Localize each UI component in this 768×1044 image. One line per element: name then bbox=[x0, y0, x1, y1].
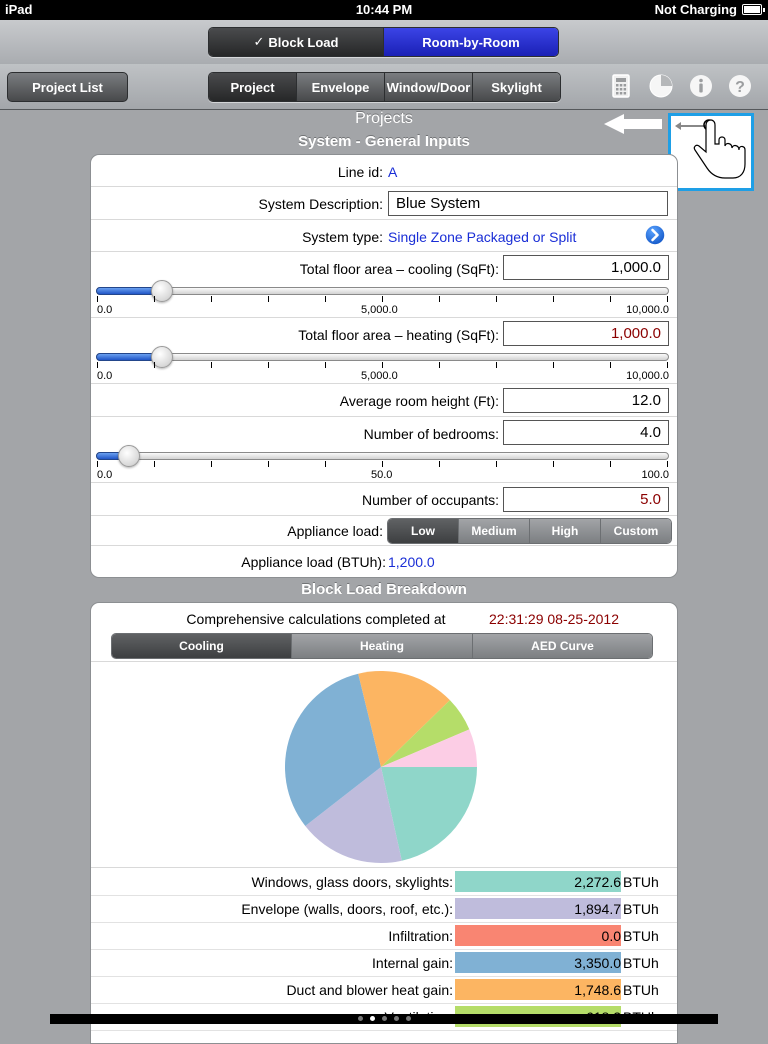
bedrooms-label: Number of bedrooms: bbox=[363, 426, 499, 442]
slider-tick bbox=[667, 296, 668, 302]
appliance-load-segmented bbox=[387, 518, 672, 544]
calc-label: Comprehensive calculations completed at bbox=[186, 611, 446, 627]
slider-max-label: 10,000.0 bbox=[626, 370, 669, 382]
legend-row bbox=[91, 896, 677, 923]
slider-tick bbox=[154, 461, 155, 467]
system-type-label: System type: bbox=[302, 229, 383, 245]
slider-tick bbox=[382, 461, 383, 467]
swipe-gesture-hint bbox=[668, 113, 754, 191]
status-bar bbox=[0, 0, 768, 20]
slider-tick bbox=[97, 362, 98, 368]
page-dot bbox=[394, 1016, 399, 1021]
floor-cooling-label: Total floor area – cooling (SqFt): bbox=[299, 261, 499, 277]
page-dot bbox=[382, 1016, 387, 1021]
system-type-row[interactable] bbox=[91, 220, 677, 252]
tab-cooling[interactable]: Cooling bbox=[112, 634, 292, 658]
bedrooms-slider[interactable] bbox=[96, 447, 671, 483]
slider-min-label: 0.0 bbox=[97, 469, 113, 481]
slider-tick bbox=[268, 362, 269, 368]
appliance-high-button[interactable]: High bbox=[530, 519, 601, 543]
project-list-button[interactable]: Project List bbox=[7, 72, 128, 102]
slider-tick bbox=[382, 296, 383, 302]
slider-min-label: 0.0 bbox=[97, 304, 113, 316]
legend-value: 3,350.0 bbox=[574, 955, 621, 971]
clock: 10:44 PM bbox=[355, 2, 413, 17]
slider-tick bbox=[667, 461, 668, 467]
tab-envelope[interactable]: Envelope bbox=[297, 73, 385, 101]
slider-tick bbox=[97, 461, 98, 467]
legend-row bbox=[91, 950, 677, 977]
floor-cooling-row bbox=[91, 252, 677, 318]
page-dot bbox=[406, 1016, 411, 1021]
line-id-row bbox=[91, 155, 677, 187]
slider-tick bbox=[154, 296, 155, 302]
appliance-btuh-row bbox=[91, 546, 677, 577]
svg-text:?: ? bbox=[735, 79, 745, 96]
floor-cooling-input[interactable]: 1,000.0 bbox=[503, 255, 669, 280]
slider-tick bbox=[496, 362, 497, 368]
tab-aed-curve[interactable]: AED Curve bbox=[473, 634, 652, 658]
slider-track bbox=[96, 287, 669, 295]
slider-tick bbox=[268, 461, 269, 467]
slider-tick bbox=[268, 296, 269, 302]
breakdown-card bbox=[90, 602, 678, 1044]
slider-tick bbox=[154, 362, 155, 368]
legend-name: Internal gain: bbox=[372, 955, 453, 971]
floor-heating-slider[interactable] bbox=[96, 348, 671, 384]
cooling-pie-chart bbox=[282, 669, 480, 865]
tab-heating[interactable]: Heating bbox=[292, 634, 473, 658]
occupants-label: Number of occupants: bbox=[362, 492, 499, 508]
mode-segmented-control bbox=[208, 27, 559, 57]
appliance-medium-button[interactable]: Medium bbox=[459, 519, 530, 543]
occupants-input[interactable]: 5.0 bbox=[503, 487, 669, 512]
appliance-load-row bbox=[91, 516, 677, 546]
calculator-icon[interactable] bbox=[608, 73, 634, 99]
slider-tick bbox=[97, 296, 98, 302]
bedrooms-input[interactable]: 4.0 bbox=[503, 420, 669, 445]
slider-track bbox=[96, 353, 669, 361]
page-dot bbox=[358, 1016, 363, 1021]
check-icon: ✓ bbox=[253, 34, 265, 49]
slider-tick bbox=[211, 461, 212, 467]
slider-mid-label: 5,000.0 bbox=[361, 304, 398, 316]
room-height-row bbox=[91, 384, 677, 417]
floor-heating-label: Total floor area – heating (SqFt): bbox=[298, 327, 499, 343]
slider-tick bbox=[610, 461, 611, 467]
appliance-load-label: Appliance load: bbox=[287, 523, 383, 539]
disclosure-arrow-icon[interactable] bbox=[644, 224, 666, 246]
section-title: System - General Inputs bbox=[298, 133, 470, 150]
general-inputs-card bbox=[90, 154, 678, 578]
appliance-low-button[interactable]: Low bbox=[388, 519, 459, 543]
legend-unit: BTUh bbox=[623, 901, 659, 917]
slider-mid-label: 5,000.0 bbox=[361, 370, 398, 382]
slider-tick bbox=[325, 362, 326, 368]
slider-tick bbox=[553, 296, 554, 302]
slider-tick bbox=[496, 461, 497, 467]
slider-tick bbox=[439, 461, 440, 467]
calc-time: 22:31:29 08-25-2012 bbox=[489, 611, 619, 627]
slider-tick bbox=[382, 362, 383, 368]
line-id-label: Line id: bbox=[337, 164, 383, 180]
slider-tick bbox=[211, 296, 212, 302]
room-height-input[interactable]: 12.0 bbox=[503, 388, 669, 413]
slider-tick bbox=[553, 362, 554, 368]
mode-toolbar bbox=[0, 20, 768, 65]
appliance-btuh-value: 1,200.0 bbox=[388, 554, 435, 570]
floor-heating-input[interactable]: 1,000.0 bbox=[503, 321, 669, 346]
line-id-value: A bbox=[388, 164, 398, 180]
swipe-arrow-icon bbox=[604, 114, 662, 134]
info-icon[interactable] bbox=[688, 73, 714, 99]
floor-cooling-slider[interactable] bbox=[96, 282, 671, 318]
tab-project[interactable]: Project bbox=[209, 73, 297, 101]
battery-status: Not Charging bbox=[654, 2, 737, 17]
legend-value: 2,272.6 bbox=[574, 874, 621, 890]
tab-room-by-room[interactable]: Room-by-Room bbox=[384, 28, 558, 56]
tab-block-load[interactable] bbox=[209, 28, 384, 56]
slider-tick bbox=[610, 296, 611, 302]
slider-track bbox=[96, 452, 669, 460]
legend-name: Infiltration: bbox=[388, 928, 453, 944]
slider-max-label: 100.0 bbox=[641, 469, 669, 481]
slider-tick bbox=[610, 362, 611, 368]
appliance-custom-button[interactable]: Custom bbox=[601, 519, 671, 543]
main-toolbar bbox=[0, 64, 768, 110]
legend-value: 0.0 bbox=[601, 928, 621, 944]
slider-tick bbox=[439, 362, 440, 368]
slider-tick bbox=[325, 461, 326, 467]
page-title: Projects bbox=[355, 110, 413, 127]
appliance-btuh-label: Appliance load (BTUh): bbox=[241, 554, 386, 570]
tab-skylight[interactable]: Skylight bbox=[473, 73, 560, 101]
legend-swatch bbox=[455, 925, 621, 946]
slider-tick bbox=[325, 296, 326, 302]
floor-heating-row bbox=[91, 318, 677, 384]
hand-pointer-icon bbox=[671, 116, 751, 188]
breakdown-tabs bbox=[111, 633, 653, 659]
tab-window-door[interactable]: Window/Door bbox=[385, 73, 473, 101]
bottom-bar bbox=[50, 1014, 718, 1024]
legend-unit: BTUh bbox=[623, 955, 659, 971]
help-icon[interactable] bbox=[727, 73, 753, 99]
divider bbox=[91, 661, 677, 662]
slider-tick bbox=[211, 362, 212, 368]
slider-knob[interactable] bbox=[118, 445, 140, 467]
slider-mid-label: 50.0 bbox=[371, 469, 393, 481]
system-description-label: System Description: bbox=[258, 196, 383, 212]
slider-min-label: 0.0 bbox=[97, 370, 113, 382]
legend-name: Duct and blower heat gain: bbox=[286, 982, 453, 998]
system-description-input[interactable]: Blue System bbox=[388, 191, 668, 216]
legend-row bbox=[91, 923, 677, 950]
occupants-row bbox=[91, 483, 677, 516]
legend-name: Windows, glass doors, skylights: bbox=[251, 874, 453, 890]
page-dot bbox=[370, 1016, 375, 1021]
slider-tick bbox=[496, 296, 497, 302]
legend-unit: BTUh bbox=[623, 874, 659, 890]
slider-tick bbox=[667, 362, 668, 368]
device-name: iPad bbox=[5, 2, 33, 17]
tab-block-load-label: Block Load bbox=[268, 34, 339, 50]
room-height-label: Average room height (Ft): bbox=[339, 393, 499, 409]
legend-row bbox=[91, 869, 677, 896]
legend-value: 1,894.7 bbox=[574, 901, 621, 917]
slider-tick bbox=[553, 461, 554, 467]
legend-value: 1,748.6 bbox=[574, 982, 621, 998]
legend-name: Envelope (walls, doors, roof, etc.): bbox=[241, 901, 453, 917]
legend-row bbox=[91, 977, 677, 1004]
battery-icon bbox=[742, 4, 762, 15]
breakdown-title: Block Load Breakdown bbox=[301, 581, 467, 598]
system-description-row bbox=[91, 187, 677, 220]
legend-unit: BTUh bbox=[623, 928, 659, 944]
pie-chart-icon[interactable] bbox=[648, 73, 674, 99]
slider-tick bbox=[439, 296, 440, 302]
legend-unit: BTUh bbox=[623, 982, 659, 998]
section-tabs bbox=[208, 72, 561, 102]
slider-max-label: 10,000.0 bbox=[626, 304, 669, 316]
bedrooms-row bbox=[91, 417, 677, 483]
system-type-value: Single Zone Packaged or Split bbox=[388, 229, 577, 245]
